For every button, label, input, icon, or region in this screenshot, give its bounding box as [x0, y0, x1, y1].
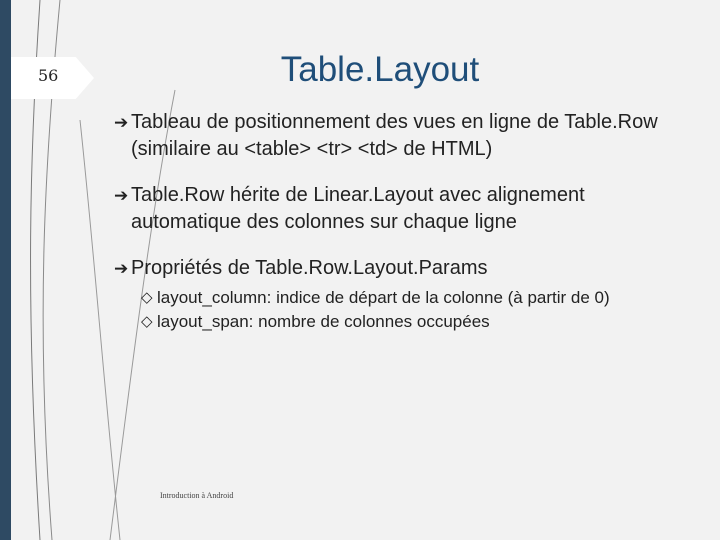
bullet-text: Tableau de positionnement des vues en ligne de Table.Row (similaire au <table> <tr> <td> de HTML)	[131, 111, 658, 160]
sub-bullet-text: layout_span: nombre de colonnes occupées	[157, 312, 490, 331]
sub-bullet-list	[141, 286, 694, 334]
bullet-text: Table.Row hérite de Linear.Layout avec alignement automatique des colonnes sur chaque ligne	[131, 184, 585, 233]
sub-bullet-text: layout_column: indice de départ de la colonne (à partir de 0)	[157, 288, 610, 307]
slide-footer: Introduction à Android	[160, 491, 234, 500]
slide-title: Table.Layout	[280, 50, 480, 89]
bullet-text: Propriétés de Table.Row.Layout.Params	[131, 257, 488, 279]
slide-number: 56	[38, 66, 59, 85]
arrow-right-icon: ➔	[114, 186, 129, 205]
arrow-right-icon: ➔	[114, 259, 129, 278]
bullet-item	[114, 109, 694, 163]
sub-bullet-item	[141, 310, 694, 334]
sub-bullet-item	[141, 286, 694, 310]
bullet-item	[114, 255, 694, 334]
arrow-right-icon: ➔	[114, 113, 129, 132]
bullet-item	[114, 182, 694, 236]
diamond-outline-icon: ◇	[141, 313, 153, 330]
slide-content	[114, 109, 694, 353]
diamond-outline-icon: ◇	[141, 289, 153, 306]
